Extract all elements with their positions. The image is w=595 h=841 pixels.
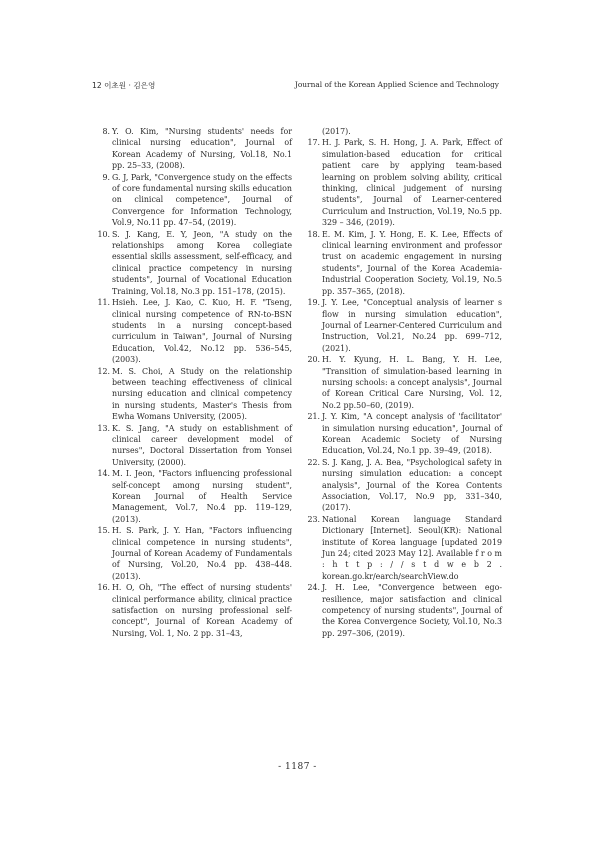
reference-item	[306, 137, 502, 228]
reference-text: National Korean language Standard Dictionary [Internet]. Seoul(KR): National institute of Korea language [updated 2019 Jun 24; cited 2023 May 12]. Available f r o m : h t t p : / / s t d w e b 2 . korean.go.kr/earch/searchView.do	[322, 514, 502, 581]
reference-number: 21.	[307, 412, 320, 422]
reference-text: H. J. Park, S. H. Hong, J. A. Park, Effect of simulation-based education for critical patient care by applying team-based learning on problem solving ability, critical thinking, clinical judgement of nursing students", Journal of Learner-centered Curriculum and Instruction, Vol.19, No.5 pp. 329 – 346, (2019).	[322, 138, 502, 228]
reference-item	[306, 514, 502, 582]
reference-number: 20.	[307, 355, 320, 365]
reference-number: 16.	[97, 583, 110, 593]
reference-item	[96, 366, 292, 423]
reference-number: 18.	[307, 229, 320, 239]
reference-text: S. J. Kang, E. Y, Jeon, "A study on the relationships among Korea collegiate essential skills assessment, self-efficacy, and clinical practice competency in nursing students", Journal of Vocational Education Training, Vol.18, No.3 pp. 151–178, (2015).	[112, 229, 292, 296]
reference-number: 13.	[97, 423, 110, 433]
reference-number: 14.	[97, 469, 110, 479]
reference-text: G. J, Park, "Convergence study on the effects of core fundamental nursing skills education on clinical competence", Journal of Convergence for Information Technology, Vol.9, No.11 pp. 47–54, (2019).	[112, 172, 292, 228]
reference-number: 24.	[307, 583, 320, 593]
reference-item	[306, 229, 502, 297]
reference-item	[306, 411, 502, 457]
reference-text: M. I. Jeon, "Factors influencing professional self-concept among nursing student", Korean Journal of Health Service Management, Vol.7, No.4 pp. 119–129, (2013).	[112, 469, 292, 524]
reference-text: S. J. Kang, J. A. Bea, "Psychological safety in nursing simulation education: a concept analysis", Journal of the Korea Contents Association, Vol.17, No.9 pp, 331–340, (2017).	[322, 457, 502, 513]
reference-item	[306, 354, 502, 411]
reference-item	[96, 468, 292, 525]
page-number: - 1187 -	[278, 762, 317, 772]
reference-item	[96, 582, 292, 639]
reference-item	[96, 423, 292, 469]
reference-number: 19.	[307, 298, 320, 308]
references-column-right	[306, 126, 502, 639]
reference-text: J. Y. Kim, "A concept analysis of 'facilitator' in simulation nursing education", Journal of Korean Academic Society of Nursing Education, Vol.24, No.1 pp. 39–49, (2018).	[322, 412, 502, 456]
reference-text: E. M. Kim, J. Y. Hong, E. K. Lee, Effects of clinical learning environment and professor trust on academic engagement in nursing students", Journal of the Korea Academia-Industrial Cooperation Society, Vol.19, No.5 pp. 357–365, (2018).	[322, 229, 502, 296]
references-column-left	[96, 126, 292, 639]
reference-item	[306, 457, 502, 514]
reference-number: 17.	[307, 138, 320, 148]
reference-text: Y. O. Kim, "Nursing students' needs for clinical nursing education", Journal of Korean Academy of Nursing, Vol.18, No.1 pp. 25–33, (2008).	[112, 127, 292, 171]
reference-item	[96, 229, 292, 297]
reference-item	[306, 126, 502, 137]
reference-text: H. Y. Kyung, H. L. Bang, Y. H. Lee, "Transition of simulation-based learning in nursing schools: a concept analysis", Journal of Korean Critical Care Nursing, Vol. 12, No.2 pp.50–60, (2019).	[322, 355, 502, 410]
reference-text: (2017).	[322, 127, 351, 136]
reference-text: Hsieh. Lee, J. Kao, C. Kuo, H. F. "Tseng, clinical nursing competence of RN-to-BSN students in a nursing concept-based curriculum in Taiwan", Journal of Nursing Education, Vol.42, No.12 pp. 536–545, (2003).	[112, 298, 292, 365]
reference-item	[306, 582, 502, 639]
reference-number: 8.	[102, 127, 110, 136]
reference-text: H. O, Oh, "The effect of nursing students' clinical performance ability, clinical practice satisfaction on nursing professional self-concept", Journal of Korean Academy of Nursing, Vol. 1, No. 2 pp. 31–43,	[112, 583, 292, 638]
reference-item	[96, 525, 292, 582]
reference-text: M. S. Choi, A Study on the relationship between teaching effectiveness of clinical nursing education and clinical competency in nursing students, Master's Thesis from Ewha Womans University, (2005).	[112, 366, 292, 422]
running-header	[0, 80, 595, 96]
reference-number: 23.	[307, 514, 320, 524]
reference-item	[96, 126, 292, 172]
reference-item	[306, 297, 502, 354]
reference-item	[96, 297, 292, 365]
reference-number: 10.	[97, 229, 110, 239]
reference-text: H. S. Park, J. Y. Han, "Factors influencing clinical competence in nursing students", Journal of Korean Academy of Fundamentals of Nursing, Vol.20, No.4 pp. 438–448. (2013).	[112, 526, 292, 581]
reference-number: 22.	[307, 457, 320, 467]
reference-number: 15.	[97, 526, 110, 536]
reference-item	[96, 172, 292, 229]
reference-number: 11.	[97, 298, 110, 308]
reference-number: 9.	[102, 172, 110, 182]
header-page-authors: 12 이초원 · 김은영	[92, 81, 156, 90]
reference-text: K. S. Jang, "A study on establishment of clinical career development model of nurses", Doctoral Dissertation from Yonsei University, (2000).	[112, 423, 292, 467]
reference-text: J. H. Lee, "Convergence between ego-resilience, major satisfaction and clinical competency of nursing students", Journal of the Korea Convergence Society, Vol.10, No.3 pp. 297–306, (2019).	[322, 583, 502, 638]
reference-text: J. Y. Lee, "Conceptual analysis of learner s flow in nursing simulation education", Journal of Learner-Centered Curriculum and Instruction, Vol.21, No.24 pp. 699–712, (2021).	[322, 298, 502, 353]
reference-number: 12.	[97, 366, 110, 376]
header-journal-title: Journal of the Korean Applied Science and Technology	[294, 80, 499, 89]
